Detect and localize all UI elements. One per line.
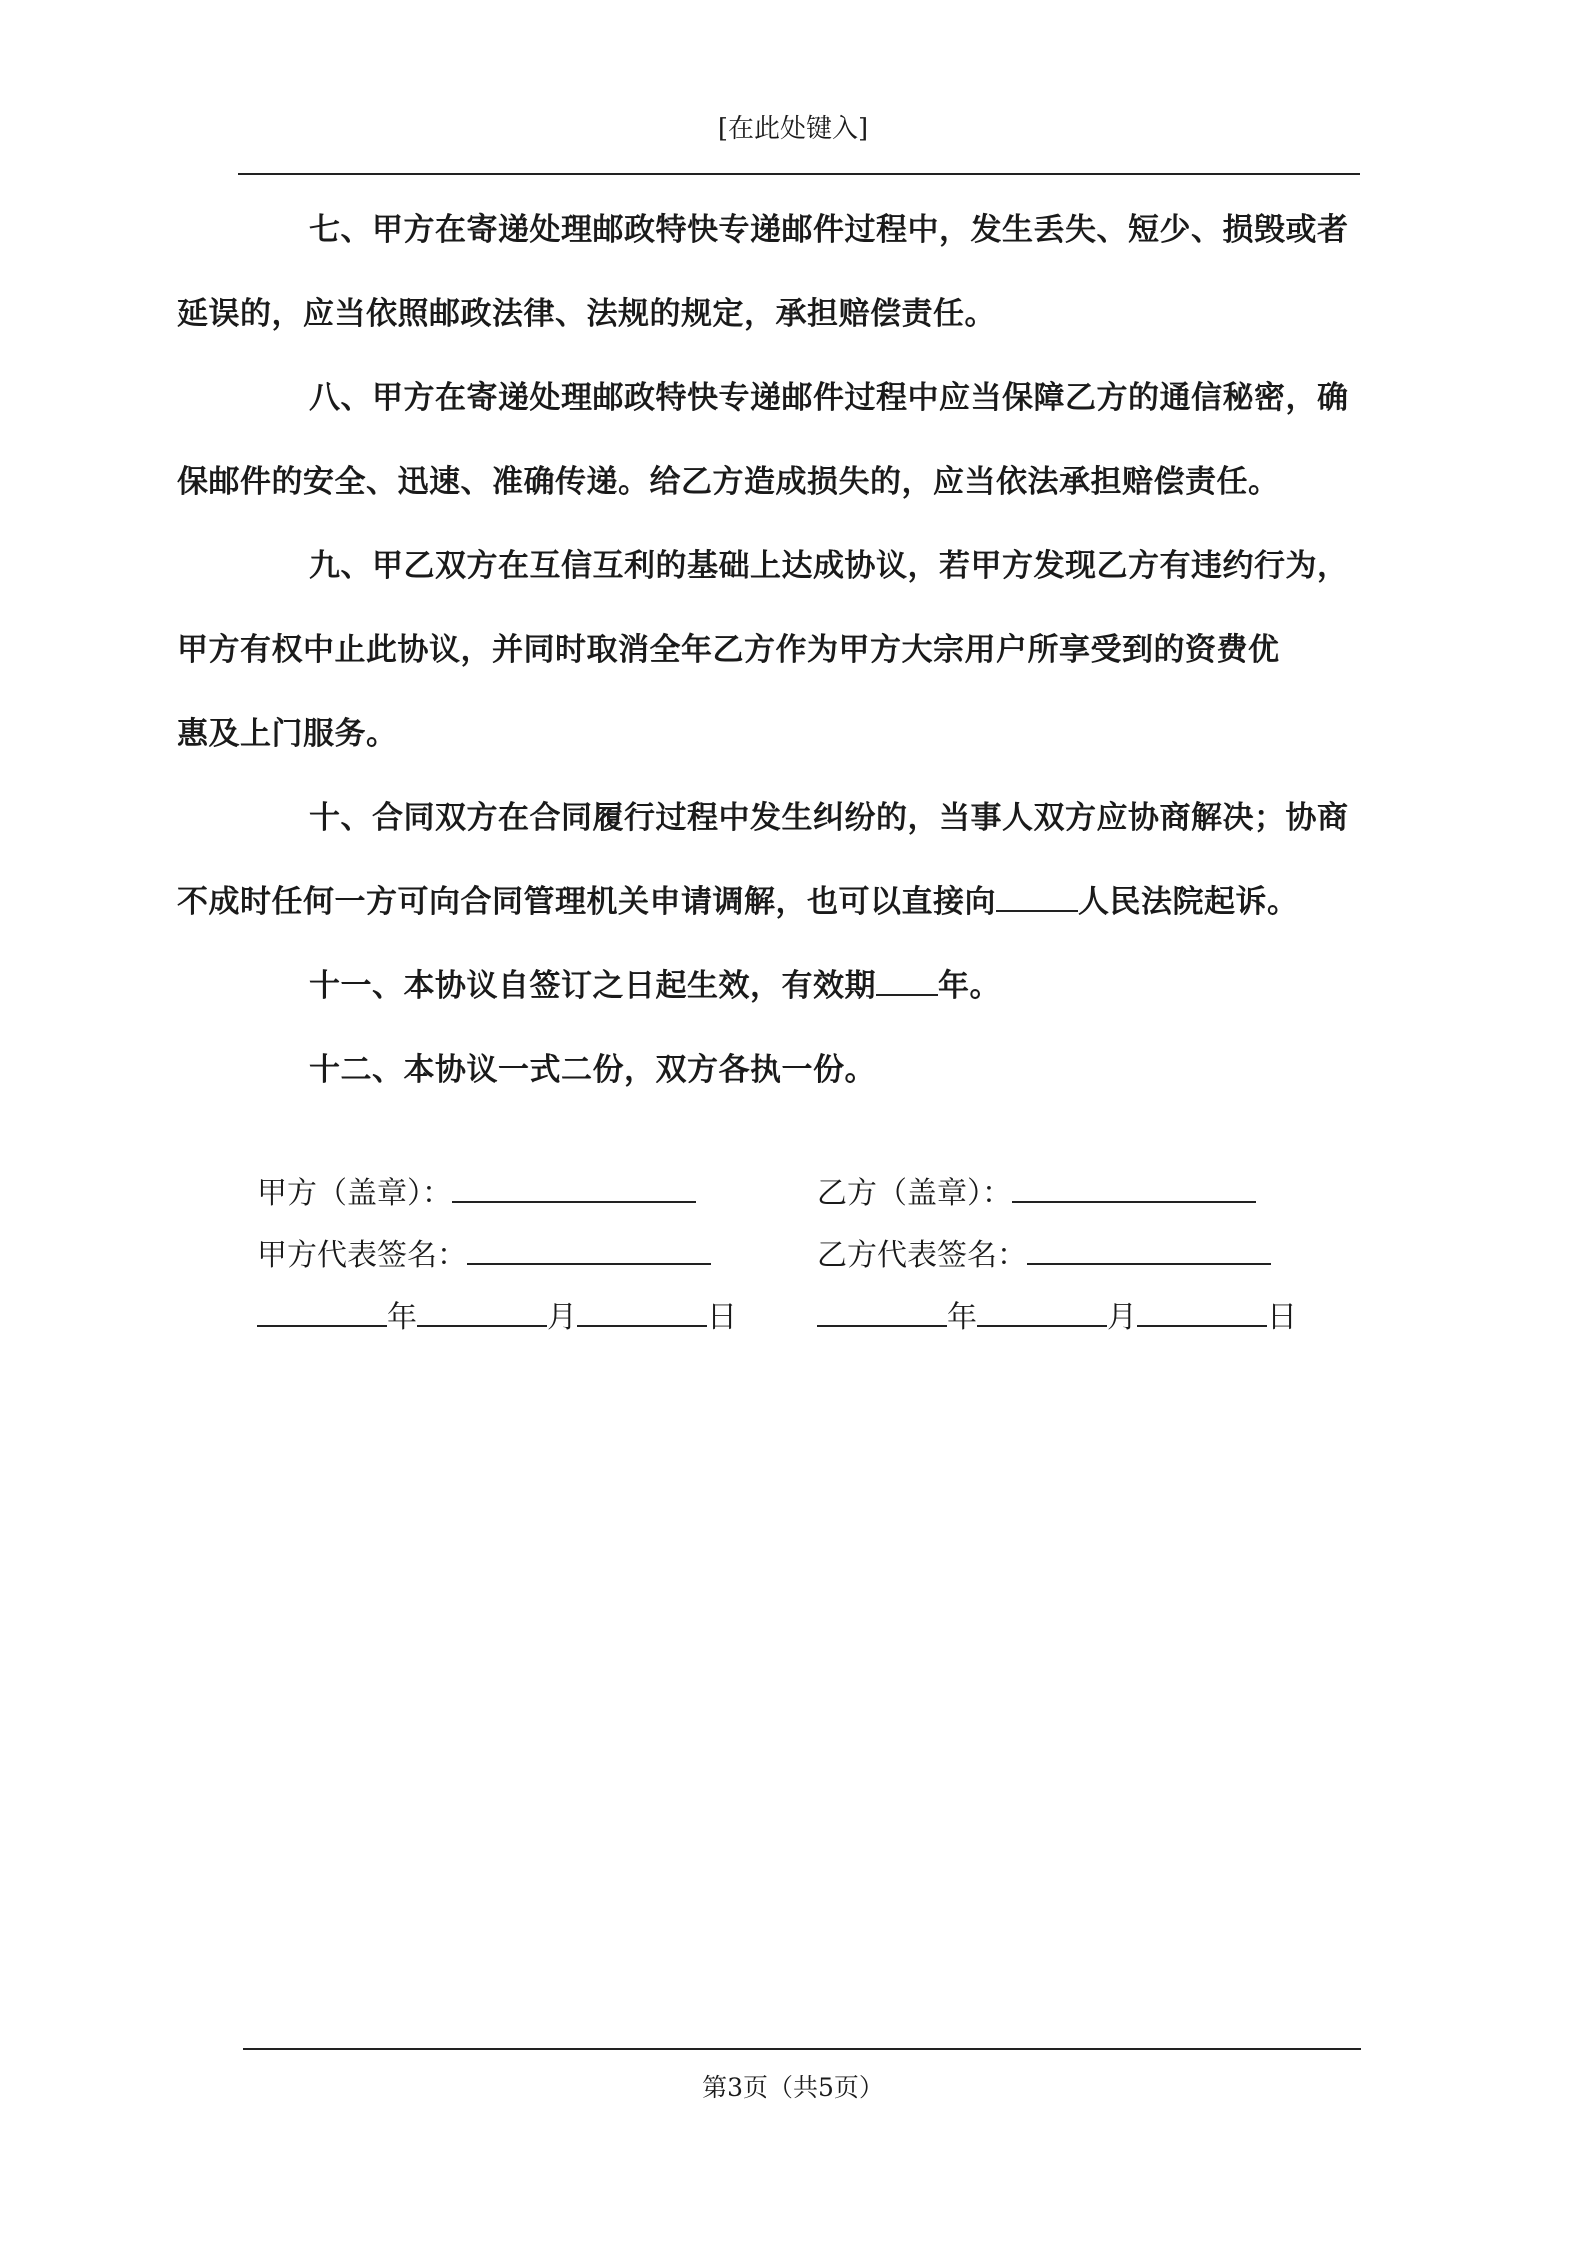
party-b-rep-row xyxy=(817,1230,1271,1274)
party-a-month-label: 月 xyxy=(547,1300,577,1335)
page-header: [在此处键入] xyxy=(717,114,869,144)
clause-12-text: 十二、本协议一式二份，双方各执一份。 xyxy=(309,1052,876,1088)
clause-9-line-1: 九、甲乙双方在互信互利的基础上达成协议，若甲方发现乙方有违约行为， xyxy=(309,548,1349,584)
party-a-rep-label: 甲方代表签名： xyxy=(257,1238,467,1273)
clause-11-text-b: 年。 xyxy=(938,968,1001,1004)
party-b-month-label: 月 xyxy=(1107,1300,1137,1335)
clause-10 xyxy=(177,776,1361,944)
clause-9-line-3: 惠及上门服务。 xyxy=(177,716,398,752)
clause-9-line-2: 甲方有权中止此协议，并同时取消全年乙方作为甲方大宗用户所享受到的资费优 xyxy=(177,632,1280,668)
footer-divider xyxy=(243,2048,1361,2050)
clause-7 xyxy=(177,188,1361,356)
clause-8 xyxy=(177,356,1361,524)
clause-10-text-a: 不成时任何一方可向合同管理机关申请调解，也可以直接向 xyxy=(177,884,996,920)
party-b-seal-row xyxy=(817,1168,1256,1212)
party-a-seal-label: 甲方（盖章）： xyxy=(257,1176,452,1211)
party-b-seal-label: 乙方（盖章）： xyxy=(817,1176,1012,1211)
clause-10-line-2 xyxy=(177,860,1361,944)
party-a-seal-line[interactable] xyxy=(452,1179,696,1203)
party-b-seal-line[interactable] xyxy=(1012,1179,1256,1203)
clause-11-text-a: 十一、本协议自签订之日起生效，有效期 xyxy=(309,968,876,1004)
clause-7-line-1: 七、甲方在寄递处理邮政特快专递邮件过程中，发生丢失、短少、损毁或者 xyxy=(309,212,1349,248)
party-b-rep-label: 乙方代表签名： xyxy=(817,1238,1027,1273)
clause-10-line-1: 十、合同双方在合同履行过程中发生纠纷的，当事人双方应协商解决；协商 xyxy=(309,800,1349,836)
party-a-seal-row xyxy=(257,1168,696,1212)
clause-7-line-2: 延误的，应当依照邮政法律、法规的规定，承担赔偿责任。 xyxy=(177,296,996,332)
party-a-day-line[interactable] xyxy=(577,1303,707,1327)
clause-10-text-b: 人民法院起诉。 xyxy=(1078,884,1299,920)
party-b-rep-line[interactable] xyxy=(1027,1241,1271,1265)
party-a-rep-line[interactable] xyxy=(467,1241,711,1265)
party-b-year-label: 年 xyxy=(947,1300,977,1335)
party-b-date-row xyxy=(817,1292,1297,1336)
clause-12 xyxy=(243,1028,1361,1112)
party-a-date-row xyxy=(257,1292,737,1336)
clause-11 xyxy=(243,944,1361,1028)
party-a-year-line[interactable] xyxy=(257,1303,387,1327)
party-b-year-line[interactable] xyxy=(817,1303,947,1327)
validity-years-blank[interactable] xyxy=(876,968,938,996)
party-a-rep-row xyxy=(257,1230,711,1274)
page-number: 第3页（共5页） xyxy=(702,2073,884,2102)
party-b-month-line[interactable] xyxy=(977,1303,1107,1327)
party-a-day-label: 日 xyxy=(707,1300,737,1335)
party-a-year-label: 年 xyxy=(387,1300,417,1335)
party-a-month-line[interactable] xyxy=(417,1303,547,1327)
clause-8-line-1: 八、甲方在寄递处理邮政特快专递邮件过程中应当保障乙方的通信秘密，确 xyxy=(309,380,1349,416)
clause-8-line-2: 保邮件的安全、迅速、准确传递。给乙方造成损失的，应当依法承担赔偿责任。 xyxy=(177,464,1280,500)
clause-9 xyxy=(177,524,1361,776)
court-name-blank[interactable] xyxy=(996,884,1078,912)
header-divider xyxy=(238,173,1360,175)
party-b-day-label: 日 xyxy=(1267,1300,1297,1335)
party-b-day-line[interactable] xyxy=(1137,1303,1267,1327)
